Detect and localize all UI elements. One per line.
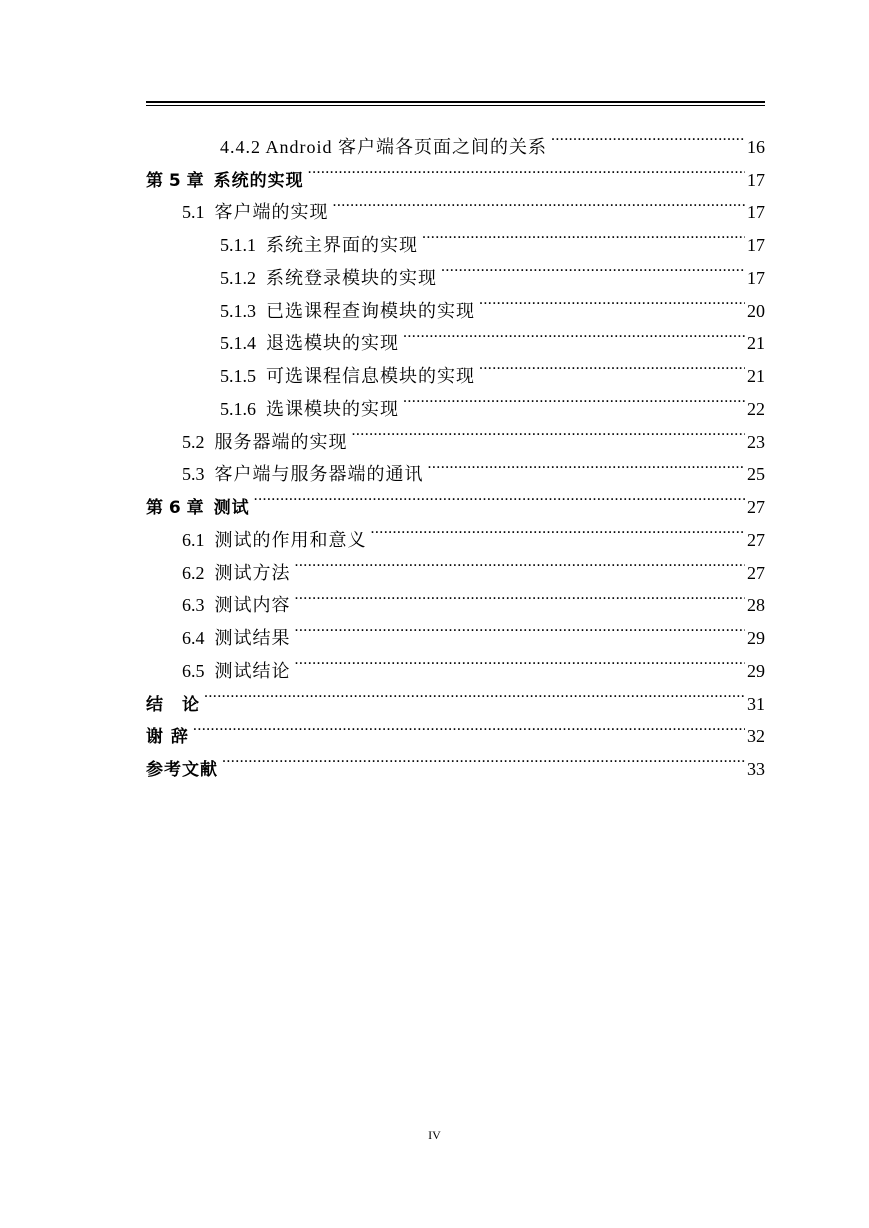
toc-entry-conclusion[interactable] [146,677,765,715]
toc-entry-title: 客户端与服务器端的通讯 [214,464,424,485]
page-number-footer: IV [428,1128,441,1142]
toc-page-number: 17 [747,235,765,255]
toc-page-number: 17 [747,267,765,288]
header-rule-thick [146,101,765,103]
toc-entry-number: 6.1 [182,529,205,550]
toc-entry-number: 5.2 [182,431,205,452]
toc-page-number: 25 [747,464,765,485]
toc-dot-leader [441,251,745,284]
toc-dot-leader [295,644,746,677]
toc-entry-title: 测试结果 [214,628,291,648]
toc-entry-title: 客户端的实现 [214,202,329,223]
toc-page-number: 23 [747,431,765,452]
toc-dot-leader [371,513,746,546]
toc-page-number: 33 [747,759,765,779]
toc-entry-title: 测试内容 [214,595,291,616]
toc-dot-leader [479,284,745,317]
toc-entry-number: 第 5 章 [146,170,204,191]
toc-dot-leader [193,710,745,743]
toc-entry-title: 谢 辞 [146,727,189,748]
toc-page-number: 27 [747,497,765,517]
toc-entry-references[interactable] [146,742,765,780]
toc-entry-number: 5.1.5 [220,366,256,386]
toc-entry-title: 服务器端的实现 [214,431,348,452]
toc-entry-title: 可选课程信息模块的实现 [266,366,475,386]
toc-entry-number: 5.1.1 [220,235,256,255]
toc-entry-title: 测试 [213,498,250,518]
toc-entry-title: 结 论 [146,694,200,715]
toc-entry-title: 测试结论 [214,660,291,681]
toc-dot-leader [551,120,745,153]
toc-dot-leader [204,677,745,710]
toc-dot-leader [295,611,746,644]
toc-entry-title: 系统的实现 [213,170,304,191]
toc-dot-leader [308,153,745,186]
toc-entry-number: 6.2 [182,562,205,583]
toc-entry-title: 已选课程查询模块的实现 [266,300,475,321]
toc-page-number: 29 [747,660,765,681]
toc-dot-leader [352,415,746,448]
toc-entry-title: 测试的作用和意义 [214,529,367,550]
toc-entry-number: 5.1 [182,202,205,223]
toc-entry-number: 5.1.6 [220,398,256,419]
toc-entry-number: 5.1.2 [220,267,256,288]
toc-page-number: 17 [747,169,765,190]
toc-entry-number: 5.1.3 [220,300,256,321]
toc-entry-acknowledgements[interactable] [146,710,765,748]
toc-dot-leader [254,480,745,513]
toc-entry-number: 5.1.4 [220,333,256,354]
toc-entry-title: 系统登录模块的实现 [266,267,437,288]
toc-dot-leader [295,579,746,612]
toc-page-number: 21 [747,366,765,386]
table-of-contents [146,120,765,780]
toc-page-number: 17 [747,202,765,223]
toc-entry-number: 5.3 [182,464,205,485]
toc-page-number: 31 [747,693,765,714]
toc-entry-title: 4.4.2 Android 客户端各页面之间的关系 [220,136,547,157]
toc-page-number: 27 [747,562,765,583]
toc-entry-title: 系统主界面的实现 [266,235,418,255]
toc-page-number: 20 [747,300,765,321]
toc-entry-4-4-2[interactable] [146,120,765,157]
toc-entry-title: 退选模块的实现 [266,333,399,354]
toc-dot-leader [479,349,745,382]
toc-page-number: 32 [747,726,765,747]
toc-dot-leader [403,317,745,350]
toc-dot-leader [295,546,746,579]
toc-entry-number: 6.4 [182,628,205,648]
toc-dot-leader [222,742,745,775]
header-rule-thin [146,105,765,106]
toc-entry-number: 第 6 章 [146,498,204,518]
toc-dot-leader [403,382,745,415]
toc-entry-title: 参考文献 [146,760,218,780]
toc-page-number: 21 [747,333,765,354]
toc-entry-title: 选课模块的实现 [266,398,399,419]
toc-page-number: 22 [747,398,765,419]
toc-dot-leader [428,448,746,481]
toc-entry-number: 6.5 [182,660,205,681]
toc-entry-title: 测试方法 [214,562,291,583]
toc-dot-leader [422,218,745,251]
toc-page-number: 16 [747,136,765,157]
toc-page-number: 29 [747,628,765,648]
toc-dot-leader [333,186,746,219]
toc-page-number: 27 [747,529,765,550]
toc-entry-number: 6.3 [182,595,205,616]
toc-page-number: 28 [747,595,765,616]
